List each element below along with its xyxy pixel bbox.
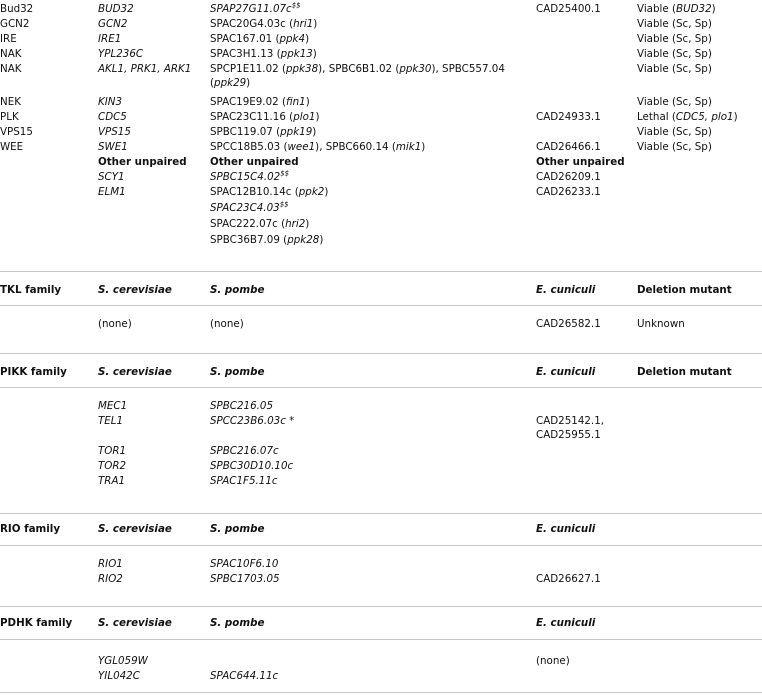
header-divider <box>0 639 762 640</box>
sp-gene-cell: SPBC216.07c <box>210 445 279 457</box>
sp-header: S. pombe <box>210 284 265 296</box>
sp-gene-cell: SPCC18B5.03 (wee1), SPBC660.14 (mik1) <box>210 141 426 153</box>
sp-gene-cell: SPAC12B10.14c (ppk2) <box>210 186 329 198</box>
deletion-cell: Viable (Sc, Sp) <box>637 18 712 30</box>
ec-gene-cell: CAD26209.1 <box>536 171 601 183</box>
sc-gene-cell: GCN2 <box>98 18 128 30</box>
header-divider <box>0 387 762 388</box>
sp-gene-cell: SPAP27G11.07c$$ <box>210 1 301 15</box>
family-cell: VPS15 <box>0 126 33 138</box>
other-unpaired-label: Other unpaired <box>536 156 625 168</box>
sc-gene-cell: CDC5 <box>98 111 127 123</box>
deletion-cell: Viable (Sc, Sp) <box>637 126 712 138</box>
sp-gene-cell: SPBC36B7.09 (ppk28) <box>210 234 324 246</box>
sc-gene-cell: TEL1 <box>98 415 124 427</box>
sc-gene-cell: SCY1 <box>98 171 125 183</box>
header-divider <box>0 545 762 546</box>
sp-gene-cell: SPAC10F6.10 <box>210 558 279 570</box>
sp-header: S. pombe <box>210 366 265 378</box>
section-divider <box>0 353 762 354</box>
family-cell: NEK <box>0 96 21 108</box>
sp-gene-cell: SPAC3H1.13 (ppk13) <box>210 48 317 60</box>
section-divider <box>0 513 762 514</box>
sc-gene-cell: TOR1 <box>98 445 127 457</box>
family-header: PIKK family <box>0 366 67 378</box>
ec-gene-cell: CAD25955.1 <box>536 429 601 441</box>
family-cell: PLK <box>0 111 19 123</box>
sp-header: S. pombe <box>210 617 265 629</box>
family-header: TKL family <box>0 284 62 296</box>
sc-gene-cell: BUD32 <box>98 3 134 15</box>
ec-gene-cell: CAD25400.1 <box>536 3 601 15</box>
sp-gene-cell: SPAC23C4.03$$ <box>210 200 289 214</box>
sc-gene-cell: AKL1, PRK1, ARK1 <box>98 63 192 75</box>
deletion-header: Deletion mutant <box>637 366 732 378</box>
header-divider <box>0 305 762 306</box>
other-unpaired-label: Other unpaired <box>98 156 187 168</box>
sp-gene-cell: SPAC20G4.03c (hri1) <box>210 18 318 30</box>
deletion-cell: Viable (Sc, Sp) <box>637 141 712 153</box>
sc-gene-cell: KIN3 <box>98 96 123 108</box>
sp-gene-cell: SPAC1F5.11c <box>210 475 278 487</box>
ec-header: E. cuniculi <box>536 366 596 378</box>
ec-gene-cell: CAD26466.1 <box>536 141 601 153</box>
family-cell: WEE <box>0 141 24 153</box>
deletion-cell: Viable (Sc, Sp) <box>637 63 712 75</box>
ec-gene-cell: CAD24933.1 <box>536 111 601 123</box>
sc-gene-cell: RIO2 <box>98 573 123 585</box>
ec-gene-cell: CAD26627.1 <box>536 573 601 585</box>
sc-gene-cell: (none) <box>98 318 132 330</box>
sc-gene-cell: YPL236C <box>98 48 144 60</box>
sc-header: S. cerevisiae <box>98 284 172 296</box>
sc-gene-cell: TOR2 <box>98 460 127 472</box>
other-unpaired-label: Other unpaired <box>210 156 299 168</box>
ec-gene-cell: CAD26233.1 <box>536 186 601 198</box>
sp-gene-cell: SPBC15C4.02$$ <box>210 169 290 183</box>
section-divider <box>0 271 762 272</box>
ec-header: E. cuniculi <box>536 523 596 535</box>
ec-header: E. cuniculi <box>536 617 596 629</box>
sp-gene-cell: SPCP1E11.02 (ppk38), SPBC6B1.02 (ppk30), SPBC557.04 <box>210 63 505 75</box>
family-header: RIO family <box>0 523 61 535</box>
sp-gene-cell: SPAC222.07c (hri2) <box>210 218 310 230</box>
ec-gene-cell: CAD25142.1, <box>536 415 605 427</box>
sp-gene-cell: SPBC1703.05 <box>210 573 280 585</box>
deletion-cell: Viable (Sc, Sp) <box>637 33 712 45</box>
section-divider <box>0 692 762 693</box>
family-cell: IRE <box>0 33 17 45</box>
sc-gene-cell: YGL059W <box>98 655 148 667</box>
sp-gene-cell: SPAC167.01 (ppk4) <box>210 33 310 45</box>
sc-gene-cell: VPS15 <box>98 126 131 138</box>
sc-header: S. cerevisiae <box>98 617 172 629</box>
sc-gene-cell: MEC1 <box>98 400 128 412</box>
sc-gene-cell: RIO1 <box>98 558 123 570</box>
deletion-cell: Viable (Sc, Sp) <box>637 96 712 108</box>
sp-gene-cell: (none) <box>210 318 244 330</box>
family-cell: NAK <box>0 48 22 60</box>
sc-gene-cell: YIL042C <box>98 670 140 682</box>
section-divider <box>0 606 762 607</box>
family-header: PDHK family <box>0 617 73 629</box>
sc-gene-cell: ELM1 <box>98 186 126 198</box>
family-cell: NAK <box>0 63 22 75</box>
sp-gene-cell: SPBC30D10.10c <box>210 460 294 472</box>
sp-gene-cell: SPBC216.05 <box>210 400 274 412</box>
sc-gene-cell: TRA1 <box>98 475 126 487</box>
sp-gene-cell: SPAC644.11c <box>210 670 279 682</box>
deletion-cell: Viable (BUD32) <box>637 3 716 15</box>
deletion-header: Deletion mutant <box>637 284 732 296</box>
sc-header: S. cerevisiae <box>98 523 172 535</box>
ec-header: E. cuniculi <box>536 284 596 296</box>
deletion-cell: Unknown <box>637 318 685 330</box>
sc-gene-cell: SWE1 <box>98 141 128 153</box>
sp-header: S. pombe <box>210 523 265 535</box>
ec-gene-cell: CAD26582.1 <box>536 318 601 330</box>
sc-gene-cell: IRE1 <box>98 33 122 45</box>
family-cell: Bud32 <box>0 3 34 15</box>
sc-header: S. cerevisiae <box>98 366 172 378</box>
family-cell: GCN2 <box>0 18 30 30</box>
sp-gene-cell: SPBC119.07 (ppk19) <box>210 126 317 138</box>
deletion-cell: Lethal (CDC5, plo1) <box>637 111 738 123</box>
sp-gene-cell: SPAC19E9.02 (fin1) <box>210 96 310 108</box>
sp-gene-cell-continued: (ppk29) <box>210 77 251 89</box>
sp-gene-cell: SPCC23B6.03c * <box>210 415 295 427</box>
sp-gene-cell: SPAC23C11.16 (plo1) <box>210 111 320 123</box>
deletion-cell: Viable (Sc, Sp) <box>637 48 712 60</box>
ec-gene-cell: (none) <box>536 655 570 667</box>
